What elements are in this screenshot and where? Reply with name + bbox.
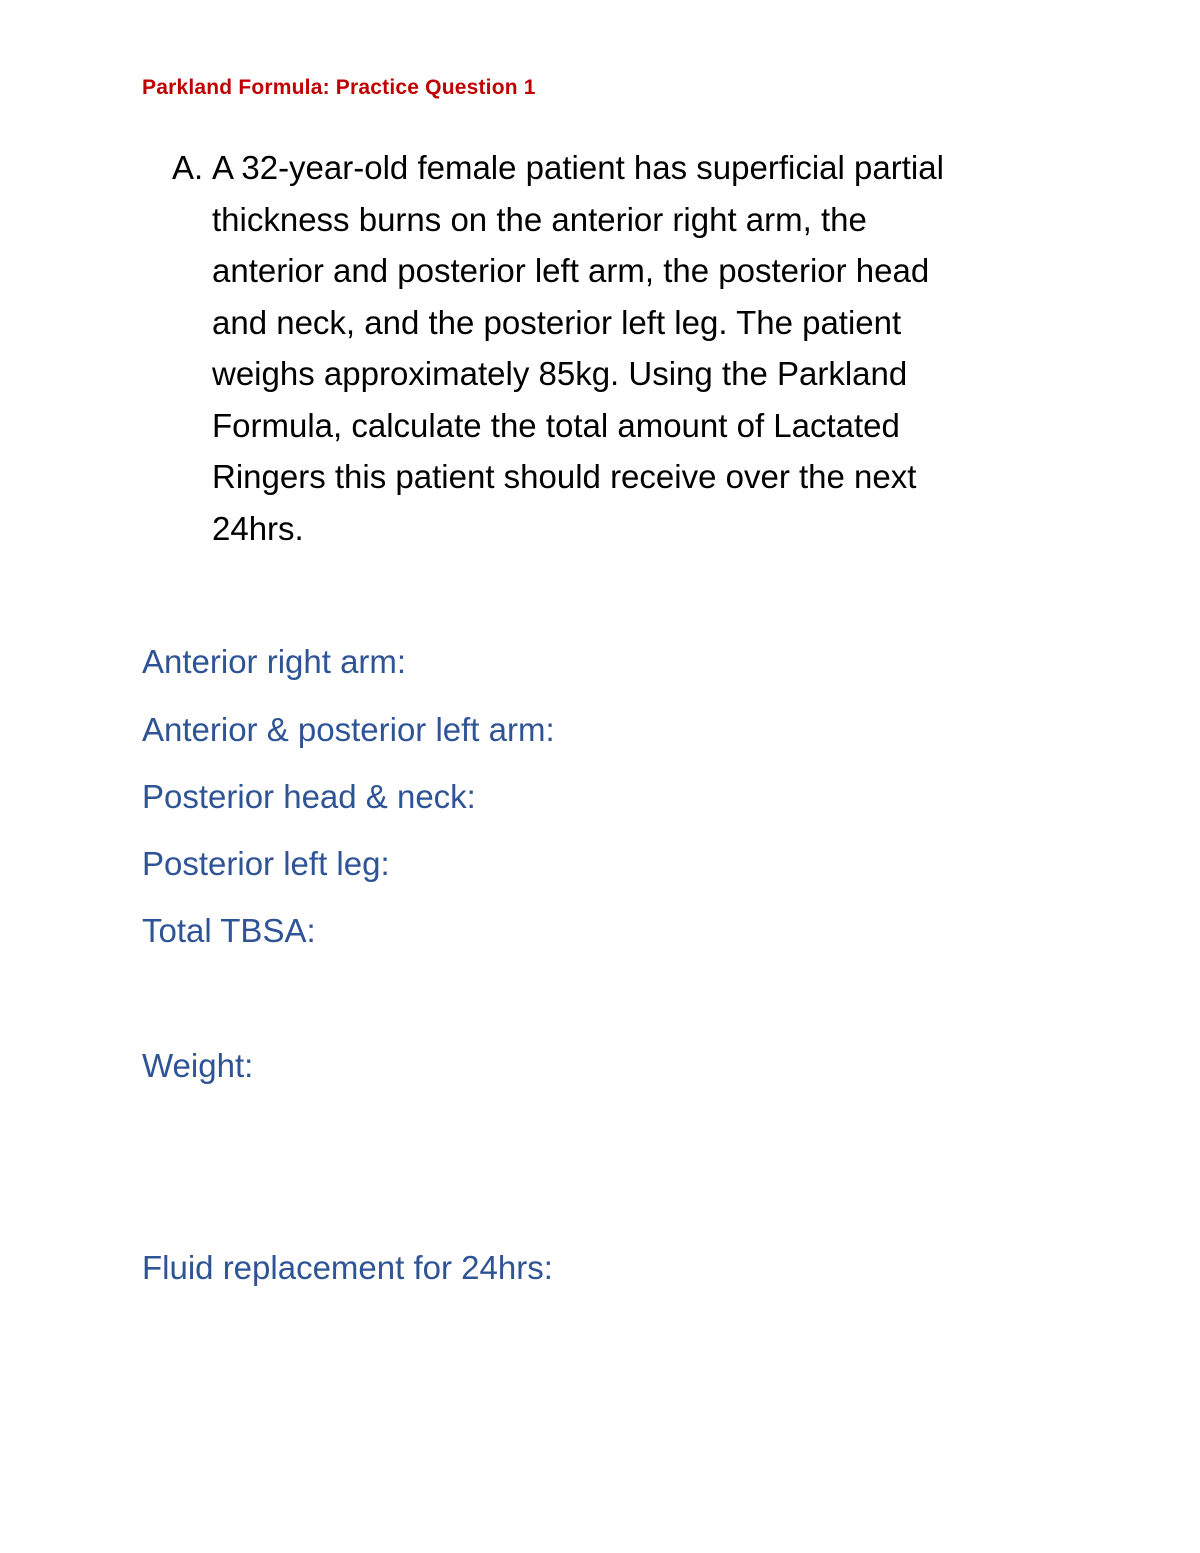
label-total-tbsa: Total TBSA: [142, 912, 316, 949]
question-line: 24hrs. [212, 509, 304, 547]
question-line: weighs approximately 85kg. Using the Parkland [212, 355, 908, 392]
question-line: anterior and posterior left arm, the posterior head [212, 252, 930, 289]
question-item [172, 142, 1032, 554]
question-list-marker: A. [172, 149, 204, 186]
label-fluid-replacement: Fluid replacement for 24hrs: [142, 1249, 553, 1286]
label-anterior-right-arm: Anterior right arm: [142, 643, 407, 680]
label-posterior-left-leg: Posterior left leg: [142, 845, 390, 882]
question-line: and neck, and the posterior left leg. The patient [212, 303, 902, 341]
document-title: Parkland Formula: Practice Question 1 [142, 76, 536, 99]
question-text [212, 142, 1032, 554]
question-line: A 32-year-old female patient has superficial partial [212, 149, 944, 186]
question-line: Ringers this patient should receive over the next [212, 458, 917, 495]
label-weight: Weight: [142, 1047, 254, 1084]
label-posterior-head-neck: Posterior head & neck: [142, 778, 476, 815]
question-line: thickness burns on the anterior right arm, the [212, 200, 867, 238]
question-line: Formula, calculate the total amount of Lactated [212, 406, 900, 444]
label-anterior-posterior-left-arm: Anterior & posterior left arm: [142, 711, 555, 748]
